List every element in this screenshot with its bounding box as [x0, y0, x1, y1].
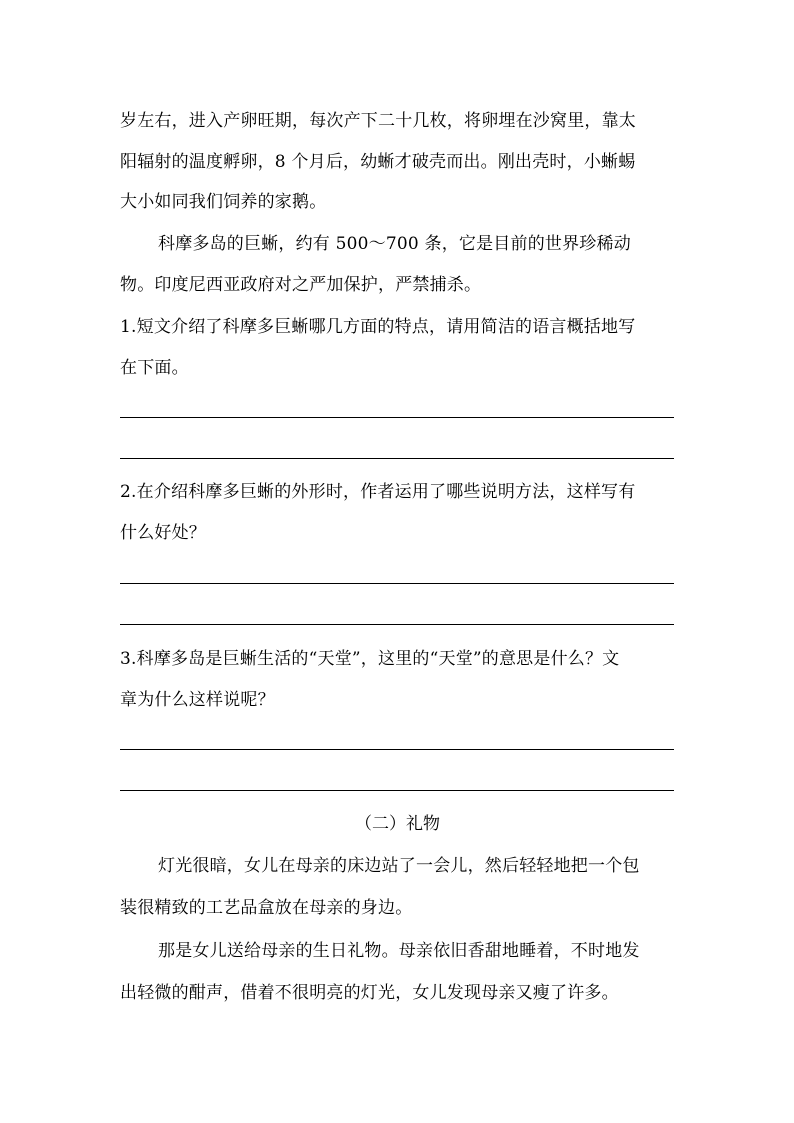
answer-line[interactable]	[120, 790, 674, 791]
question-1-cont: 在下面。	[120, 358, 189, 378]
passage-line: 科摩多岛的巨蜥，约有 500～700 条，它是目前的世界珍稀动	[158, 234, 631, 254]
question-3: 3.科摩多岛是巨蜥生活的“天堂”，这里的“天堂”的意思是什么？文	[120, 649, 620, 669]
answer-line[interactable]	[120, 583, 674, 584]
passage-line: 装很精致的工艺品盒放在母亲的身边。	[120, 898, 413, 918]
passage-line: 那是女儿送给母亲的生日礼物。母亲依旧香甜地睡着，不时地发	[158, 941, 640, 961]
answer-line[interactable]	[120, 749, 674, 750]
passage-line: 物。印度尼西亚政府对之严加保护，严禁捕杀。	[120, 275, 482, 295]
document-page	[120, 0, 675, 1123]
question-3-cont: 章为什么这样说呢？	[120, 690, 275, 710]
passage-line: 岁左右，进入产卵旺期，每次产下二十几枚，将卵埋在沙窝里，靠太	[120, 111, 636, 131]
passage-line: 阳辐射的温度孵卵，8 个月后，幼蜥才破壳而出。刚出壳时，小蜥蜴	[120, 152, 636, 172]
question-2: 2.在介绍科摩多巨蜥的外形时，作者运用了哪些说明方法，这样写有	[120, 482, 636, 502]
question-2-cont: 什么好处？	[120, 523, 206, 543]
passage-line: 灯光很暗，女儿在母亲的床边站了一会儿，然后轻轻地把一个包	[158, 856, 640, 876]
passage-line: 出轻微的酣声，借着不很明亮的灯光，女儿发现母亲又瘦了许多。	[120, 983, 619, 1003]
answer-line[interactable]	[120, 458, 674, 459]
section-title: （二）礼物	[355, 814, 440, 834]
answer-line[interactable]	[120, 417, 674, 418]
question-1: 1.短文介绍了科摩多巨蜥哪几方面的特点，请用简洁的语言概括地写	[120, 317, 636, 337]
passage-line: 大小如同我们饲养的家鹅。	[120, 192, 327, 212]
answer-line[interactable]	[120, 624, 674, 625]
